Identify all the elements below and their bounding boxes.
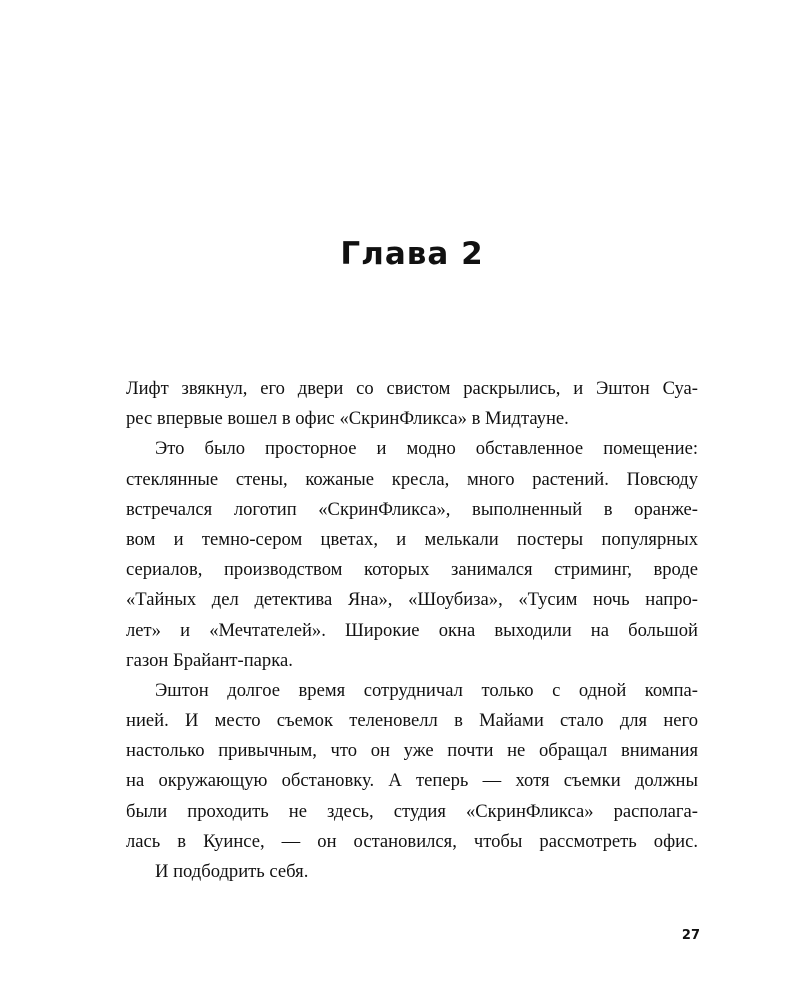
text-line: Эштон долгое время сотрудничал только с одной компа- xyxy=(155,679,698,701)
body-text xyxy=(126,374,698,887)
text-line: вом и темно-сером цветах, и мелькали постеры популярных xyxy=(126,528,698,550)
text-line: стеклянные стены, кожаные кресла, много растений. Повсюду xyxy=(126,468,698,490)
text-line: были проходить не здесь, студия «СкринФликса» располага- xyxy=(126,800,698,822)
text-line: лет» и «Мечтателей». Широкие окна выходили на большой xyxy=(126,619,698,641)
text-line: на окружающую обстановку. А теперь — хотя съемки должны xyxy=(126,770,698,792)
page-number: 27 xyxy=(681,928,700,943)
chapter-title: Глава 2 xyxy=(340,236,484,272)
text-line: газон Брайант-парка. xyxy=(126,649,293,671)
text-line: И подбодрить себя. xyxy=(155,861,309,882)
text-line: лась в Куинсе, — он остановился, чтобы рассмотреть офис. xyxy=(126,830,698,852)
text-line: Лифт звякнул, его двери со свистом раскрылись, и Эштон Суа- xyxy=(126,378,698,399)
text-line: нией. И место съемок теленовелл в Майами стало для него xyxy=(126,710,698,732)
text-line: рес впервые вошел в офис «СкринФликса» в Мидтауне. xyxy=(126,408,569,430)
text-line: Это было просторное и модно обставленное помещение: xyxy=(155,438,698,460)
text-line: сериалов, производством которых занимался стриминг, вроде xyxy=(126,559,698,581)
text-line: «Тайных дел детектива Яна», «Шоубиза», «Тусим ночь напро- xyxy=(126,589,698,611)
text-line: встречался логотип «СкринФликса», выполненный в оранже- xyxy=(126,498,698,520)
text-line: настолько привычным, что он уже почти не обращал внимания xyxy=(126,740,698,762)
